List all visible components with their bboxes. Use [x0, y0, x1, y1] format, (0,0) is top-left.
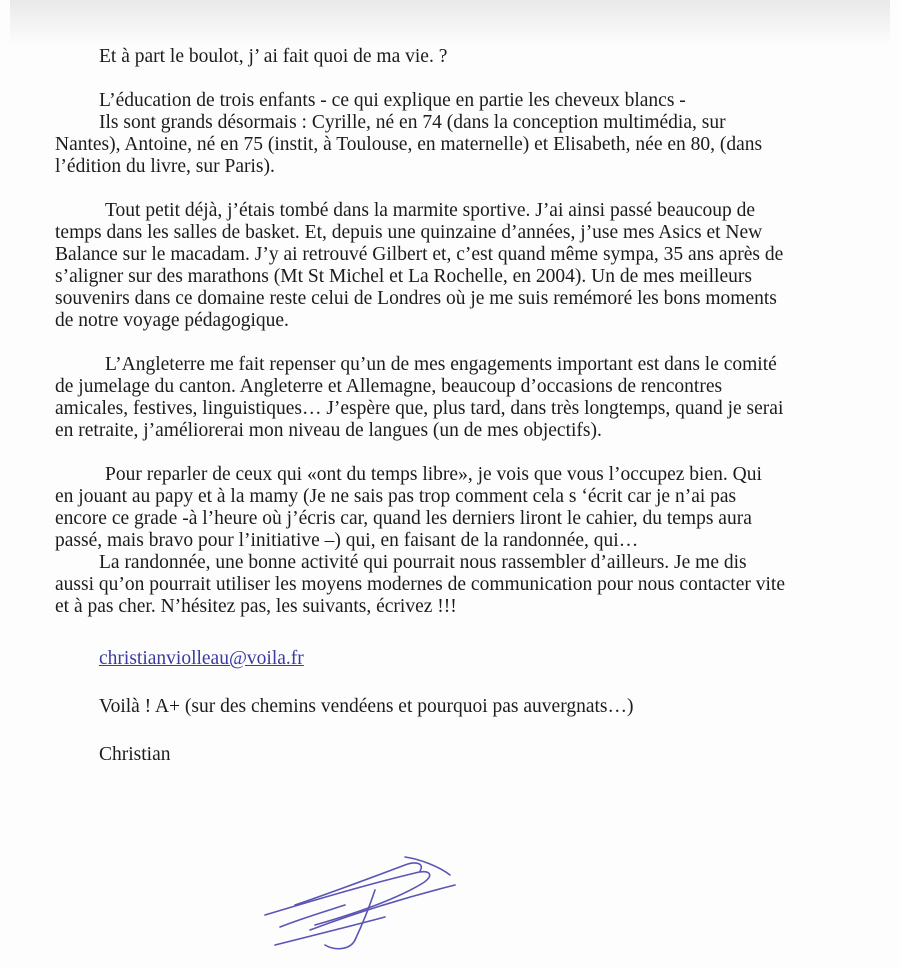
paragraph-twinning — [55, 354, 855, 442]
signoff-name — [55, 744, 855, 766]
text-line: Balance sur le macadam. J’y ai retrouvé Gilbert et, c’est quand même sympa, 35 ans après de — [55, 244, 784, 265]
text-line: L’éducation de trois enfants - ce qui explique en partie les cheveux blancs - — [99, 90, 686, 111]
text-line: La randonnée, une bonne activité qui pourrait nous rassembler d’ailleurs. Je me dis — [99, 552, 747, 573]
text-line: et à pas cher. N’hésitez pas, les suivants, écrivez !!! — [55, 596, 457, 617]
paragraph-hiking — [55, 552, 855, 618]
text-line: souvenirs dans ce domaine reste celui de Londres où je me suis remémoré les bons moments — [55, 288, 777, 309]
text-line: L’Angleterre me fait repenser qu’un de mes engagements important est dans le comité — [105, 354, 777, 375]
closing-line — [55, 696, 855, 718]
email-link[interactable]: christianviolleau@voila.fr — [99, 648, 304, 669]
text-line: Tout petit déjà, j’étais tombé dans la marmite sportive. J’ai ainsi passé beaucoup de — [105, 200, 756, 221]
text-line: de notre voyage pédagogique. — [55, 310, 289, 331]
paragraph-free-time — [55, 464, 855, 552]
text-line: temps dans les salles de basket. Et, depuis une quinzaine d’années, j’use mes Asics et New — [55, 222, 763, 243]
text-line: encore ce grade -à l’heure où j’écris car, quand les derniers liront le cahier, du temps aura — [55, 508, 752, 529]
text-line: s’aligner sur des marathons (Mt St Michel et La Rochelle, en 2004). Un de mes meilleurs — [55, 266, 752, 287]
email-line — [55, 648, 855, 670]
question-line — [55, 46, 855, 68]
text-line: Nantes), Antoine, né en 75 (instit, à Toulouse, en maternelle) et Elisabeth, née en 80, (dans — [55, 134, 763, 155]
text-line: en retraite, j’améliorerai mon niveau de langues (un de mes objectifs). — [55, 420, 602, 441]
text-line: Pour reparler de ceux qui «ont du temps libre», je vois que vous l’occupez bien. Qui — [105, 464, 762, 485]
text-line: aussi qu’on pourrait utiliser les moyens modernes de communication pour nous contacter vite — [55, 574, 785, 595]
text-line: passé, mais bravo pour l’initiative –) qui, en faisant de la randonnée, qui… — [55, 530, 639, 551]
text-line: Ils sont grands désormais : Cyrille, né en 74 (dans la conception multimédia, sur — [99, 112, 726, 133]
paragraph-children — [55, 90, 855, 178]
text-line: Voilà ! A+ (sur des chemins vendéens et pourquoi pas auvergnats…) — [99, 696, 634, 717]
text-line: en jouant au papy et à la mamy (Je ne sais pas trop comment cela s ‘écrit car je n’ai pas — [55, 486, 737, 507]
paragraph-sport — [55, 200, 855, 332]
scan-edge-shadow — [10, 0, 890, 46]
text-line: amicales, festives, linguistiques… J’espère que, plus tard, dans très longtemps, quand je serai — [55, 398, 784, 419]
letter-body — [55, 46, 855, 766]
text-line: de jumelage du canton. Angleterre et Allemagne, beaucoup d’occasions de rencontres — [55, 376, 723, 397]
text-line: Christian — [99, 744, 171, 765]
text-line: l’édition du livre, sur Paris). — [55, 156, 275, 177]
text-line: Et à part le boulot, j’ ai fait quoi de ma vie. ? — [99, 46, 448, 67]
signature-icon — [255, 845, 470, 955]
